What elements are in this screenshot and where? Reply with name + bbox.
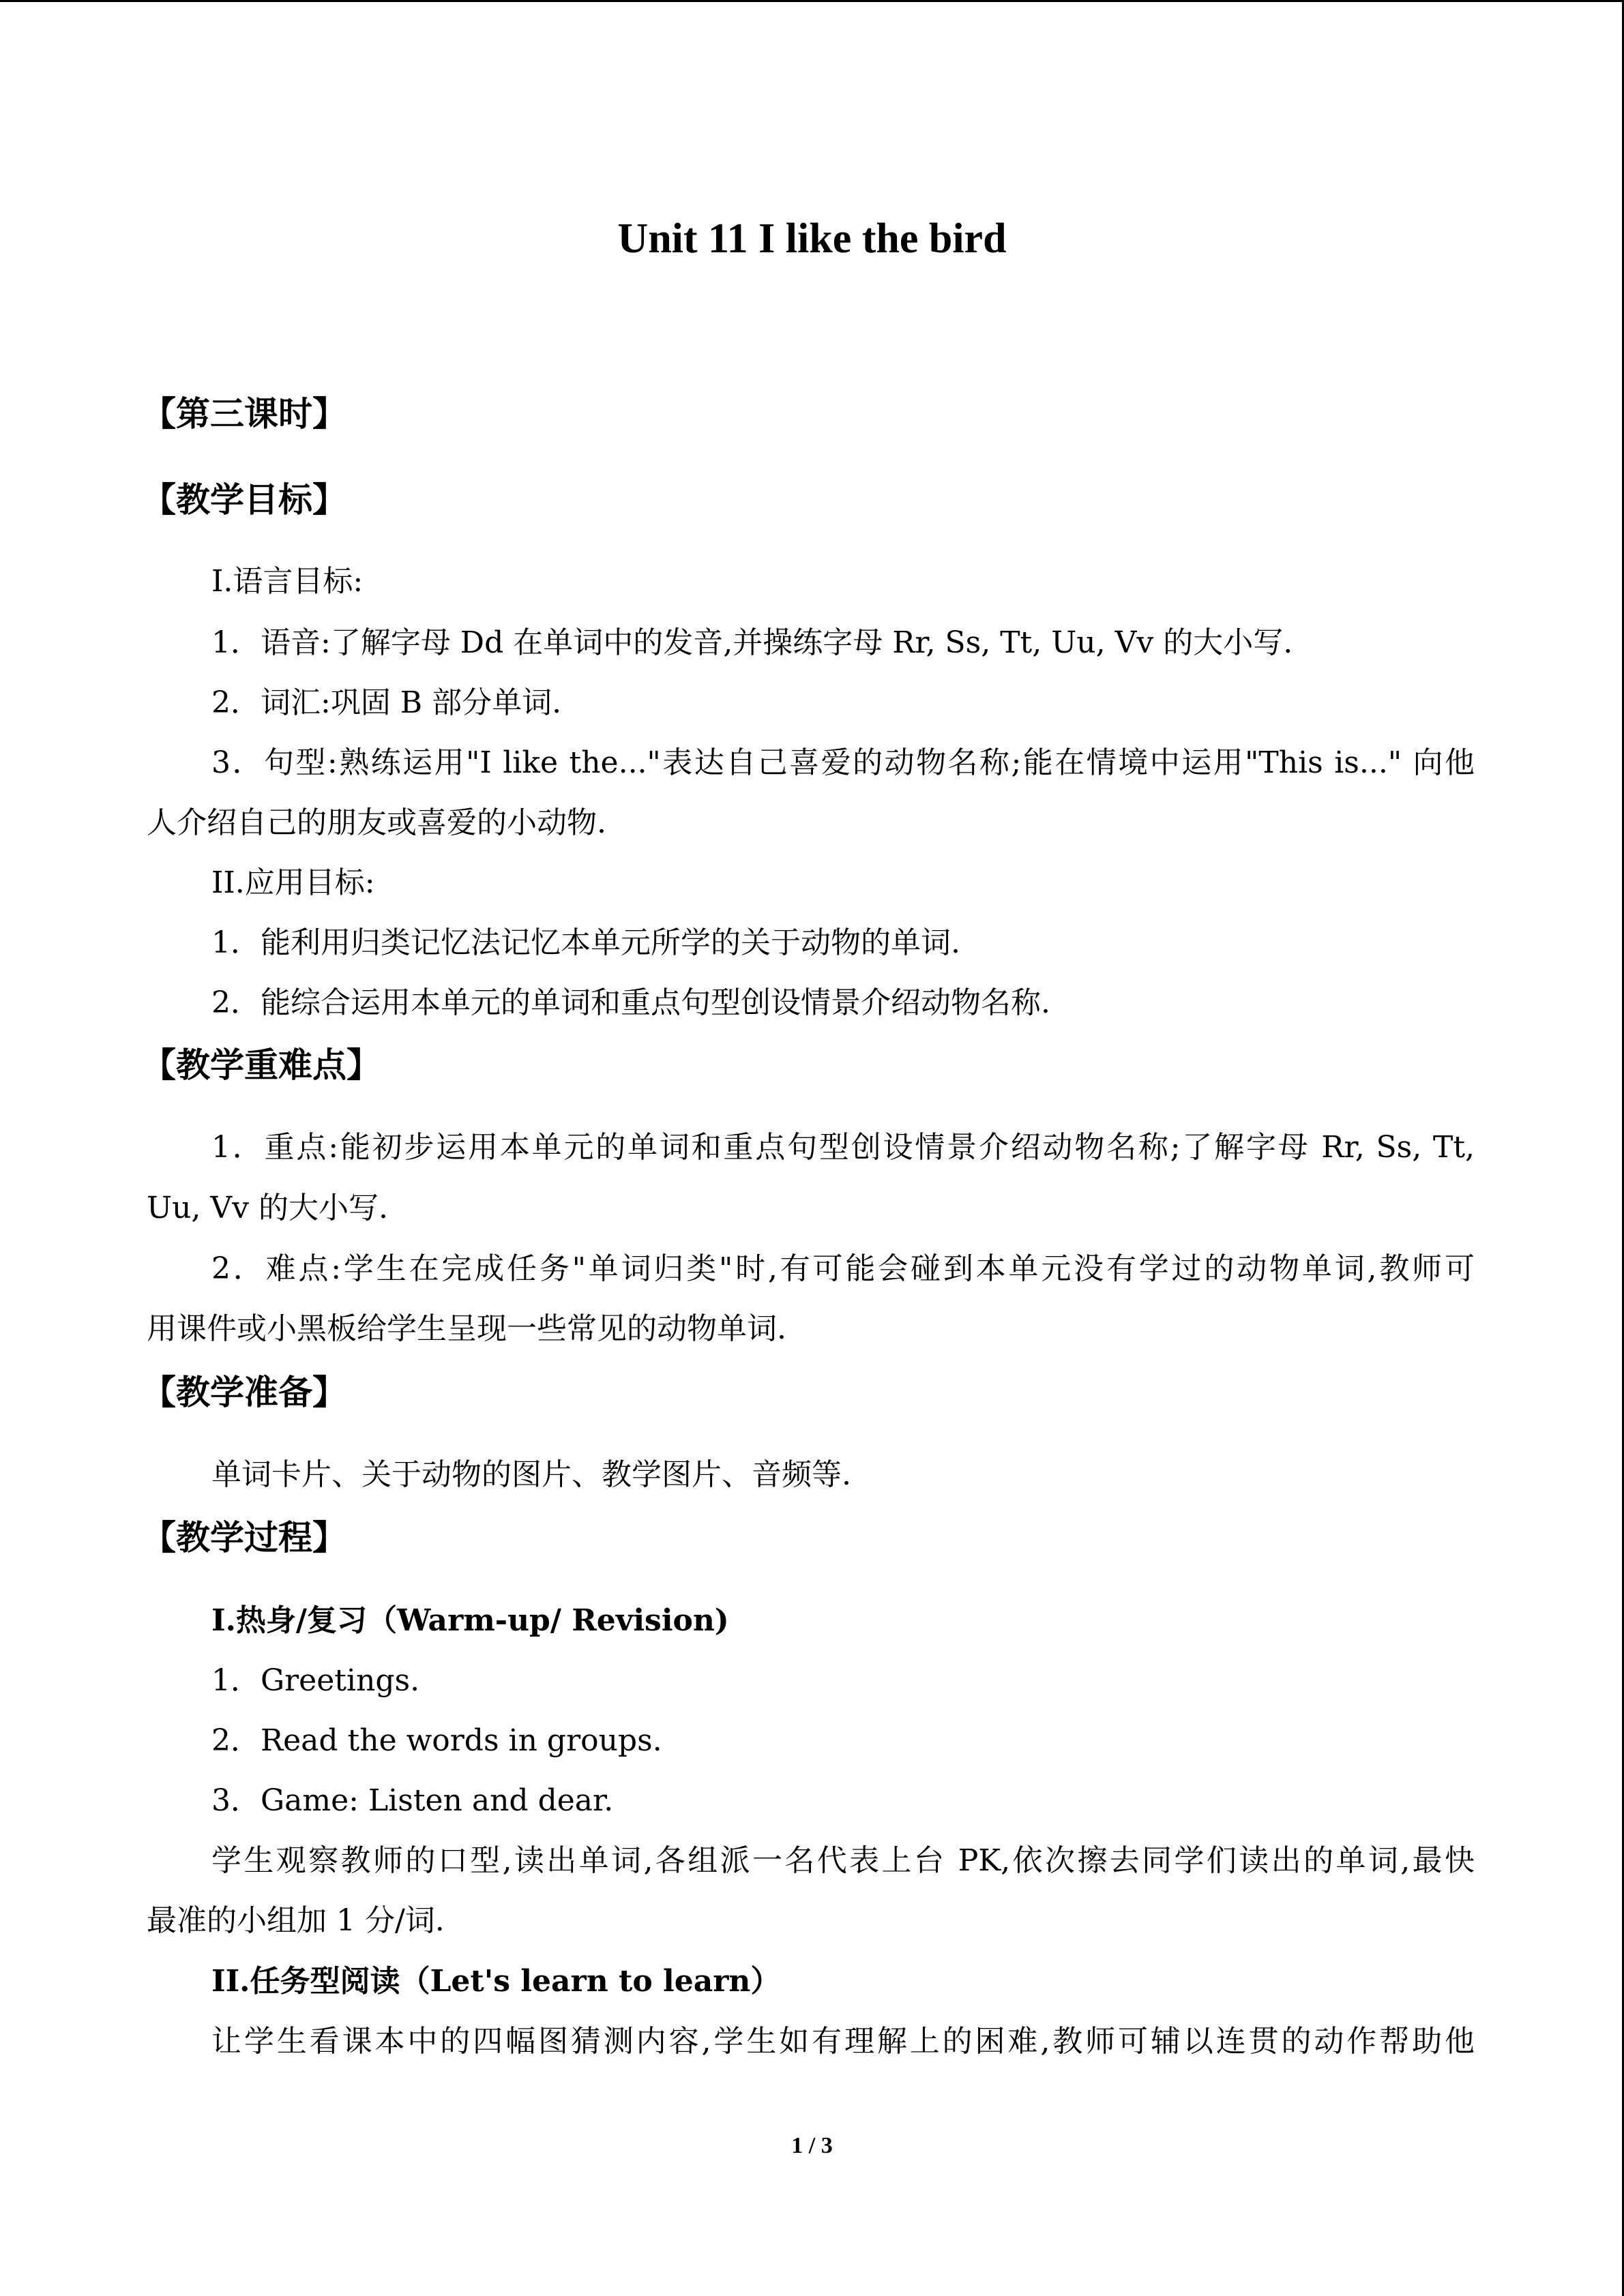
page-border-top bbox=[0, 0, 1624, 2]
game-description-line-2: 最准的小组加 1 分/词. bbox=[147, 1903, 445, 1938]
page-number: 1 / 3 bbox=[791, 2133, 833, 2158]
key-point-2-line-2: 用课件或小黑板给学生呈现一些常见的动物单词. bbox=[147, 1311, 786, 1346]
reading-description-line-1: 让学生看课本中的四幅图猜测内容,学生如有理解上的困难,教师可辅以连贯的动作帮助他 bbox=[211, 2024, 1475, 2059]
process-step-3: 3．Game: Listen and dear. bbox=[211, 1783, 614, 1818]
objective-item-1: 1．语音:了解字母 Dd 在单词中的发音,并操练字母 Rr, Ss, Tt, Uu, Vv 的大小写. bbox=[211, 625, 1293, 660]
key-point-2-line-1: 2．难点:学生在完成任务"单词归类"时,有可能会碰到本单元没有学过的动物单词,教师可 bbox=[211, 1251, 1475, 1286]
objective-item-3-line-2: 人介绍自己的朋友或喜爱的小动物. bbox=[147, 805, 606, 840]
process-section-1-title: I.热身/复习（Warm-up/ Revision) bbox=[211, 1603, 729, 1638]
heading-lesson: 【第三课时】 bbox=[142, 394, 346, 434]
heading-preparation: 【教学准备】 bbox=[142, 1373, 346, 1412]
heading-key-points: 【教学重难点】 bbox=[142, 1045, 381, 1085]
game-description-line-1: 学生观察教师的口型,读出单词,各组派一名代表上台 PK,依次擦去同学们读出的单词,最快 bbox=[211, 1843, 1475, 1878]
application-item-1: 1．能利用归类记忆法记忆本单元所学的关于动物的单词. bbox=[211, 925, 960, 960]
key-point-1-line-2: Uu, Vv 的大小写. bbox=[147, 1191, 388, 1225]
objective-item-2: 2．词汇:巩固 B 部分单词. bbox=[211, 685, 562, 720]
preparation-text: 单词卡片、关于动物的图片、教学图片、音频等. bbox=[211, 1457, 851, 1492]
key-point-1-line-1: 1．重点:能初步运用本单元的单词和重点句型创设情景介绍动物名称;了解字母 Rr, Ss, Tt, bbox=[211, 1130, 1475, 1165]
process-step-1: 1．Greetings. bbox=[211, 1663, 420, 1698]
language-goal-label: I.语言目标: bbox=[211, 564, 364, 599]
application-item-2: 2．能综合运用本单元的单词和重点句型创设情景介绍动物名称. bbox=[211, 985, 1050, 1020]
heading-objectives: 【教学目标】 bbox=[142, 480, 346, 520]
document-title: Unit 11 I like the bird bbox=[617, 215, 1007, 262]
process-step-2: 2．Read the words in groups. bbox=[211, 1723, 662, 1758]
objective-item-3-line-1: 3．句型:熟练运用"I like the..."表达自己喜爱的动物名称;能在情境中运用"This is..." 向他 bbox=[211, 745, 1475, 780]
heading-process: 【教学过程】 bbox=[142, 1518, 346, 1557]
process-section-2-title: II.任务型阅读（Let's learn to learn） bbox=[211, 1964, 781, 1999]
application-goal-label: II.应用目标: bbox=[211, 865, 375, 900]
